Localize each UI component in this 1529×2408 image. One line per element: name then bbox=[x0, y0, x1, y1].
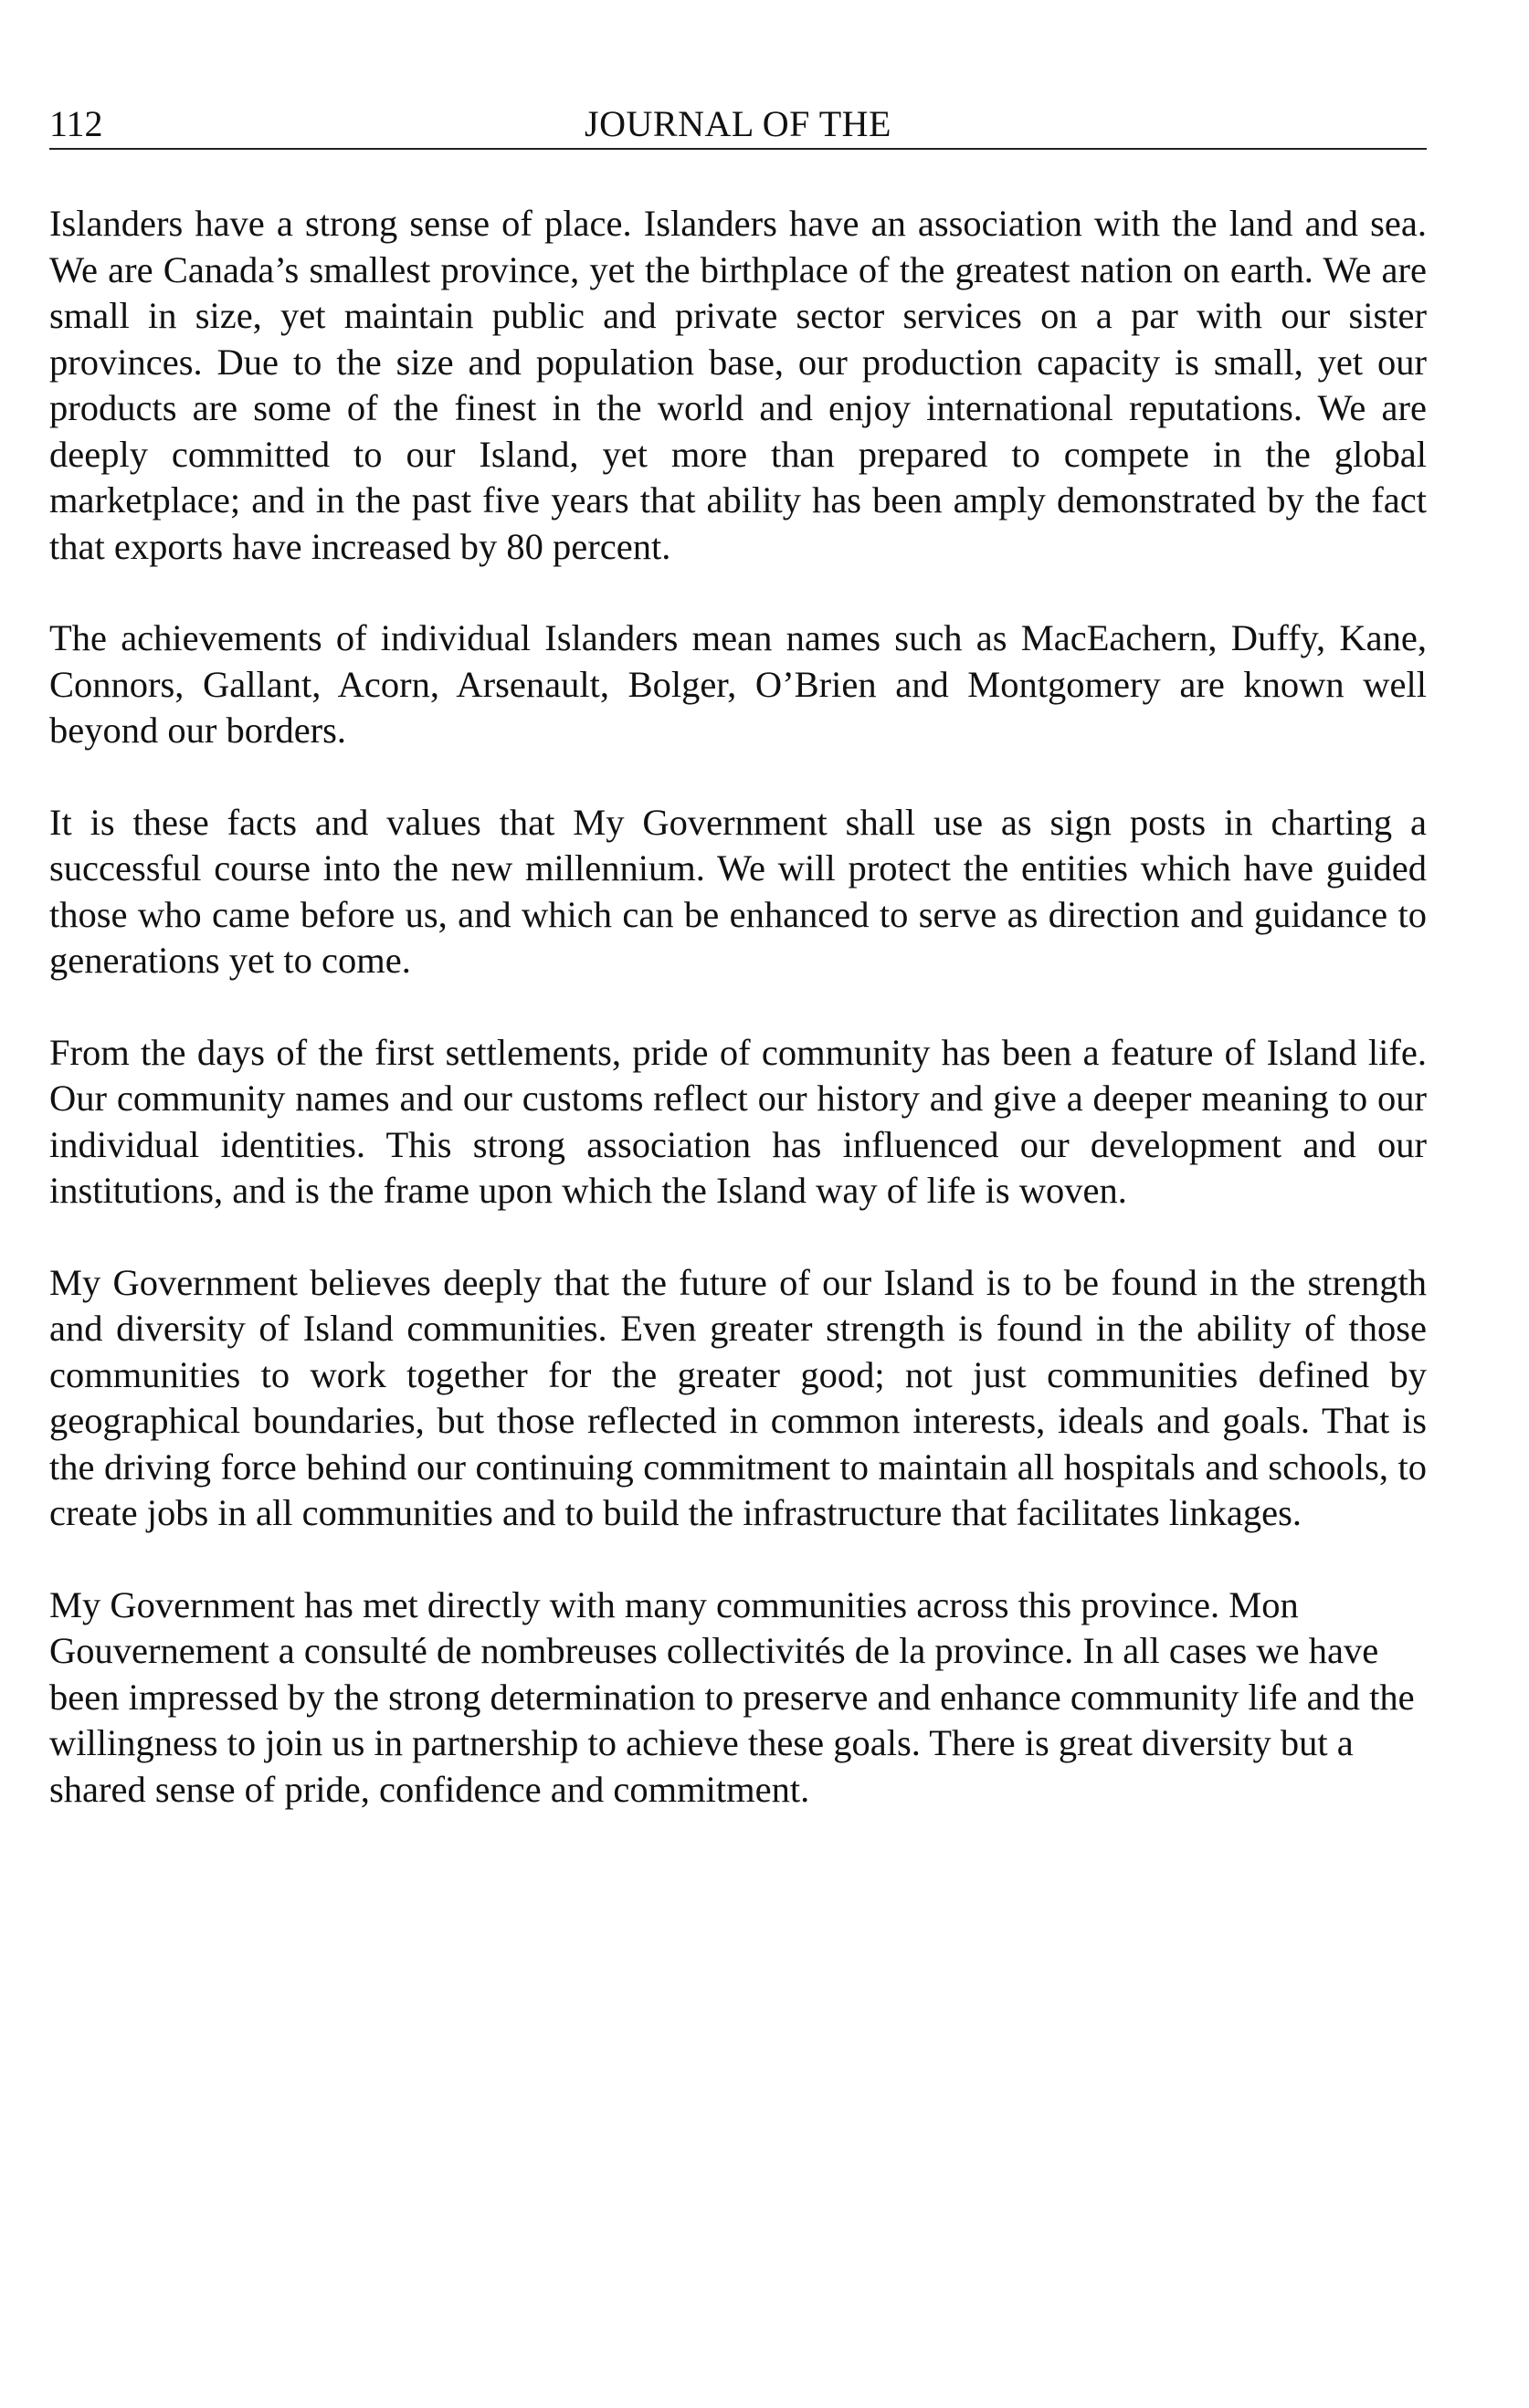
paragraph-consultations: My Government has met directly with many communities across this province. Mon Gouvernement a consulté de nombreuses collectivités de la province. In all cases we have been impressed by the strong determination to preserve and enhance community life and the willingness to join us in partnership to achieve these goals. There is great diversity but a shared sense of pride, confidence and commitment. bbox=[49, 1583, 1415, 1810]
page-number: 112 bbox=[49, 103, 103, 144]
paragraph-individual-achievements: The achievements of individual Islanders mean names such as MacEachern, Duffy, Kane, Connors, Gallant, Acorn, Arsenault, Bolger, O’Brien and Montgomery are known well beyond our borders. bbox=[49, 617, 1427, 751]
paragraph-facts-and-values: It is these facts and values that My Government shall use as sign posts in charting a successful course into the new millennium. We will protect the entities which have guided those who came before us, and which can be enhanced to serve as direction and guidance to generations yet to come. bbox=[49, 801, 1427, 981]
paragraph-sense-of-place: Islanders have a strong sense of place. Islanders have an association with the land and sea. We are Canada’s smallest province, yet the birthplace of the greatest nation on earth. We are small in size, yet maintain public and private sector services on a par with our sister provinces. Due to the size and population base, our production capacity is small, yet our products are some of the finest in the world and enjoy international reputations. We are deeply committed to our Island, yet more than prepared to compete in the global marketplace; and in the past five years that ability has been amply demonstrated by the fact that exports have increased by 80 percent. bbox=[49, 203, 1427, 567]
paragraph-pride-of-community: From the days of the first settlements, pride of community has been a feature of Island life. Our community names and our customs reflect our history and give a deeper meaning to our individual identities. This strong association has influenced our development and our institutions, and is the frame upon which the Island way of life is woven. bbox=[49, 1031, 1427, 1211]
running-head: JOURNAL OF THE bbox=[585, 103, 891, 144]
paragraph-island-communities: My Government believes deeply that the future of our Island is to be found in the strength and diversity of Island communities. Even greater strength is found in the ability of those communities to work together for the greater good; not just communities defined by geographical boundaries, but those reflected in common interests, ideals and goals. That is the driving force behind our continuing commitment to maintain all hospitals and schools, to create jobs in all communities and to build the infrastructure that facilitates linkages. bbox=[49, 1261, 1427, 1533]
page-header bbox=[49, 102, 1427, 150]
body-text bbox=[49, 201, 1427, 1858]
